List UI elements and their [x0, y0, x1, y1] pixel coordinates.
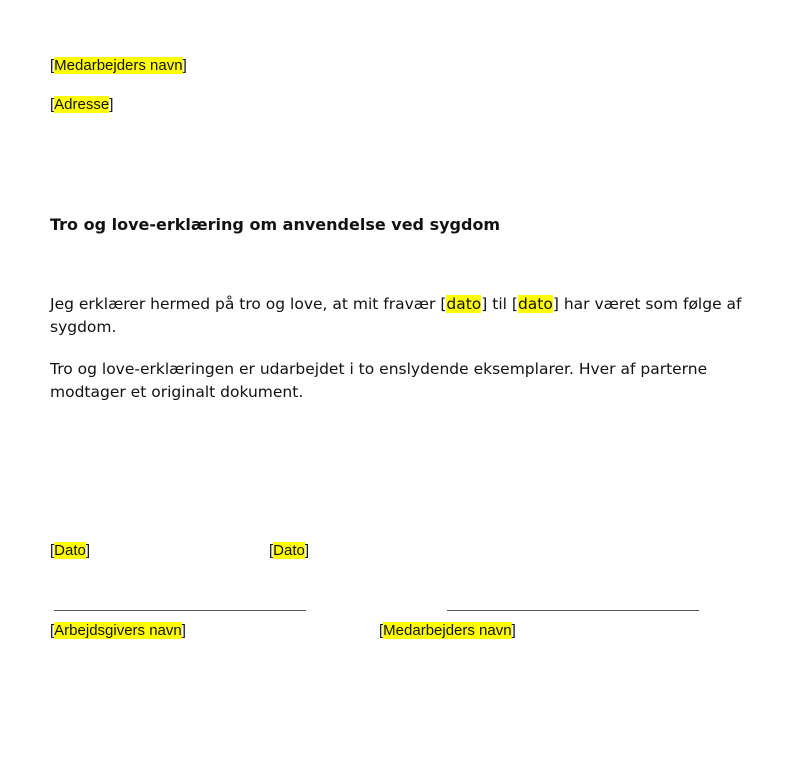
address-field[interactable] [50, 96, 113, 113]
bracket-close: ] [181, 622, 186, 639]
employer-name-field[interactable] [50, 622, 186, 639]
employer-signature-line [54, 610, 306, 611]
bracket-open: [ [379, 622, 384, 639]
paragraph1-suffix: ] har været som følge af sygdom. [50, 295, 742, 336]
bracket-close: ] [304, 542, 310, 559]
employee-signature-line [447, 610, 699, 611]
bracket-open: [ [50, 96, 55, 113]
bracket-close: ] [511, 622, 516, 639]
paragraph-absence-declaration [50, 293, 785, 339]
document-title: Tro og love-erklæring om anvendelse ved sygdom [50, 215, 501, 234]
employee-signature-name-placeholder: Medarbejders navn [383, 622, 512, 639]
right-date-placeholder: Dato [273, 542, 305, 559]
bracket-close: ] [182, 57, 187, 74]
employee-name-field[interactable] [50, 57, 187, 74]
employer-name-placeholder: Arbejdsgivers navn [54, 622, 182, 639]
bracket-close: ] [109, 96, 114, 113]
bracket-open: [ [269, 542, 274, 559]
paragraph1-prefix: Jeg erklærer hermed på tro og love, at mit fravær [ [50, 295, 447, 313]
left-date-placeholder: Dato [54, 542, 86, 559]
bracket-close: ] [85, 542, 91, 559]
employee-signature-name-field[interactable] [379, 622, 516, 639]
date-to-placeholder[interactable]: dato [517, 295, 553, 313]
paragraph1-middle: ] til [ [481, 295, 518, 313]
bracket-open: [ [50, 542, 55, 559]
address-placeholder: Adresse [54, 96, 110, 113]
date-from-placeholder[interactable]: dato [446, 295, 482, 313]
left-date-field[interactable] [50, 542, 90, 559]
bracket-open: [ [50, 57, 55, 74]
bracket-open: [ [50, 622, 55, 639]
paragraph-copies-note: Tro og love-erklæringen er udarbejdet i to enslydende eksemplarer. Hver af parterne modtager et originalt dokument. [50, 360, 708, 401]
employee-name-placeholder: Medarbejders navn [54, 57, 183, 74]
right-date-field[interactable] [269, 542, 309, 559]
